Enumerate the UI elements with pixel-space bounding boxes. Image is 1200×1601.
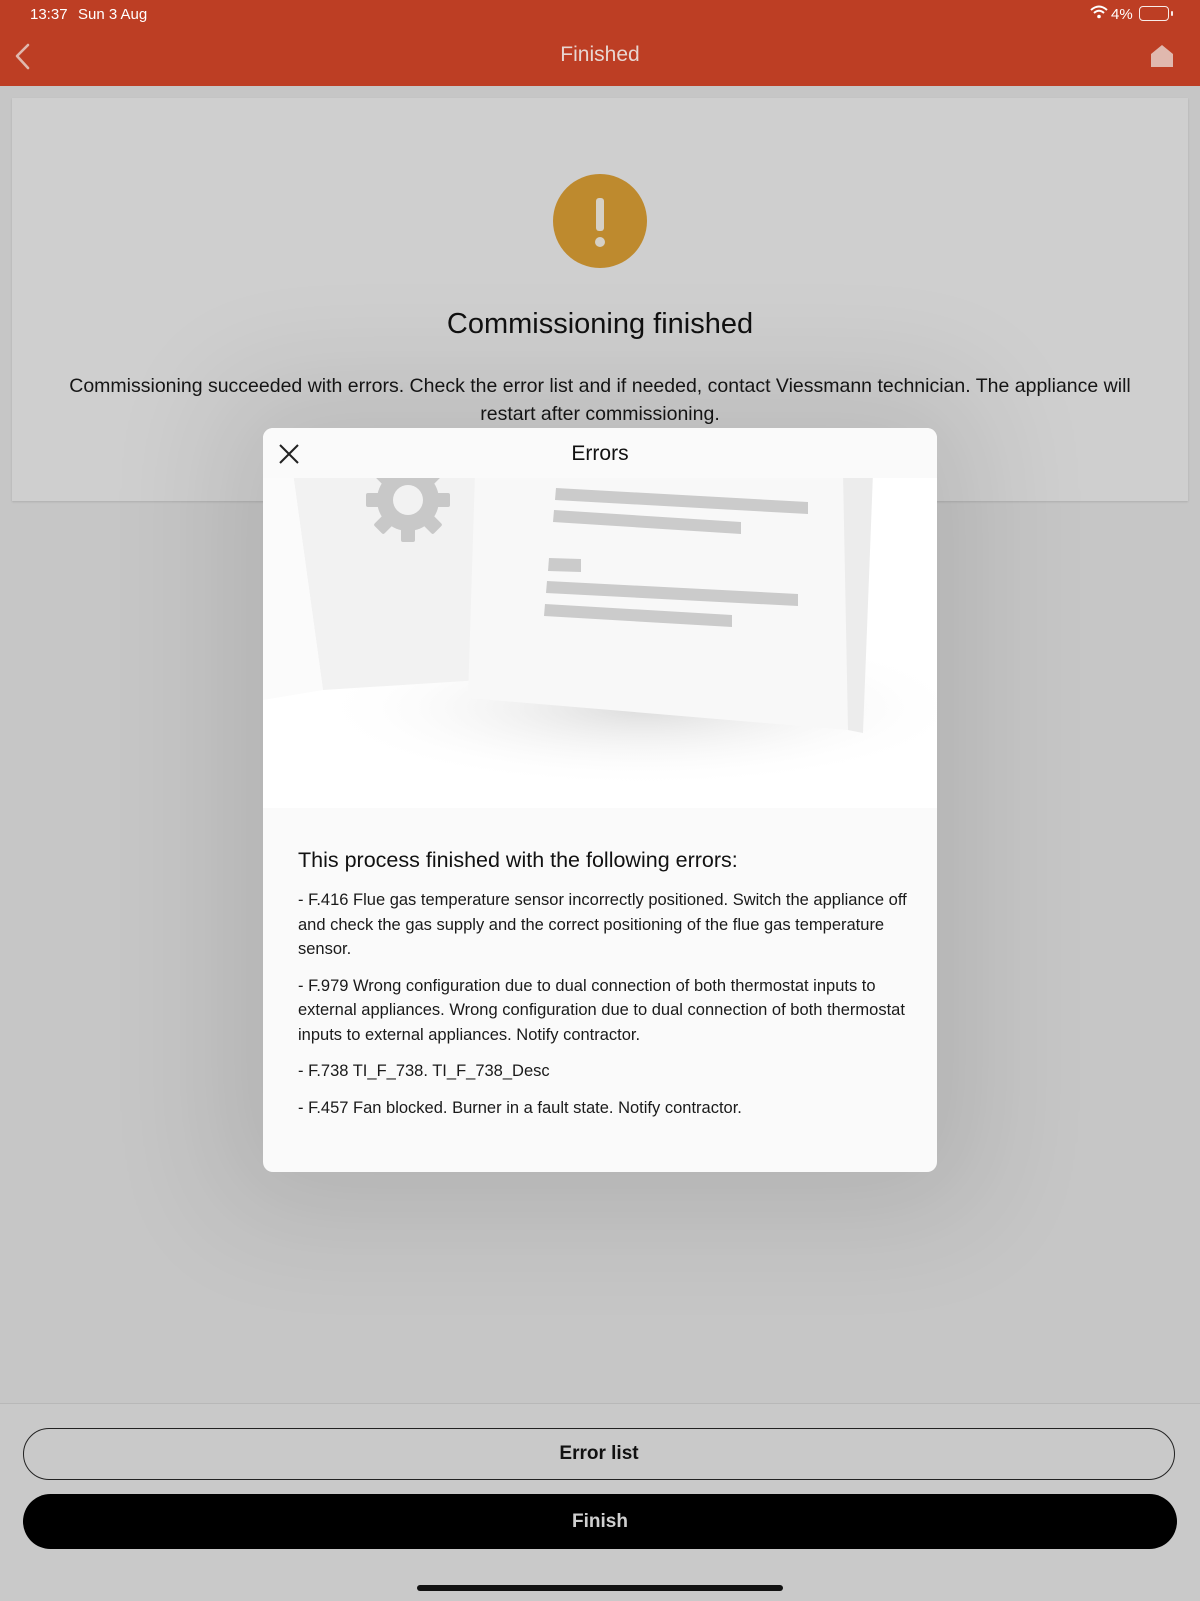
error-item: - F.416 Flue gas temperature sensor incorrectly positioned. Switch the appliance off and check the gas supply and the correct positioning of the flue gas temperature sensor. — [298, 891, 907, 958]
wifi-icon — [1090, 5, 1108, 19]
errors-modal — [263, 428, 937, 1172]
modal-header — [263, 428, 937, 478]
error-list — [298, 888, 908, 1132]
error-list-button[interactable]: Error list — [23, 1428, 1175, 1480]
status-bar — [0, 0, 1200, 28]
nav-title: Finished — [560, 43, 640, 66]
home-button[interactable] — [1148, 42, 1176, 70]
battery-percentage: 4% — [1111, 6, 1133, 23]
modal-title: Errors — [571, 442, 629, 465]
result-title: Commissioning finished — [446, 308, 754, 340]
result-description: Commissioning succeeded with errors. Check the error list and if needed, contact Viessmann technician. The appliance will restart after commissioning. — [69, 375, 1131, 425]
warning-icon — [553, 174, 647, 268]
bottom-actions — [0, 1403, 1200, 1601]
errors-heading: This process finished with the following errors: — [298, 848, 738, 872]
error-item: - F.738 TI_F_738. TI_F_738_Desc — [298, 1062, 550, 1080]
error-item: - F.979 Wrong configuration due to dual connection of both thermostat inputs to external appliances. Wrong configuration due to dual connection of both thermostat inputs to external appliances. Notify contractor. — [298, 976, 905, 1044]
battery-icon — [1139, 6, 1169, 21]
status-time: 13:37 — [30, 6, 68, 23]
home-indicator — [417, 1585, 783, 1591]
finish-button[interactable]: Finish — [23, 1494, 1177, 1549]
error-item: - F.457 Fan blocked. Burner in a fault state. Notify contractor. — [298, 1098, 742, 1117]
status-date: Sun 3 Aug — [78, 6, 148, 23]
home-icon — [1148, 42, 1176, 70]
settings-document-illustration — [263, 478, 937, 808]
